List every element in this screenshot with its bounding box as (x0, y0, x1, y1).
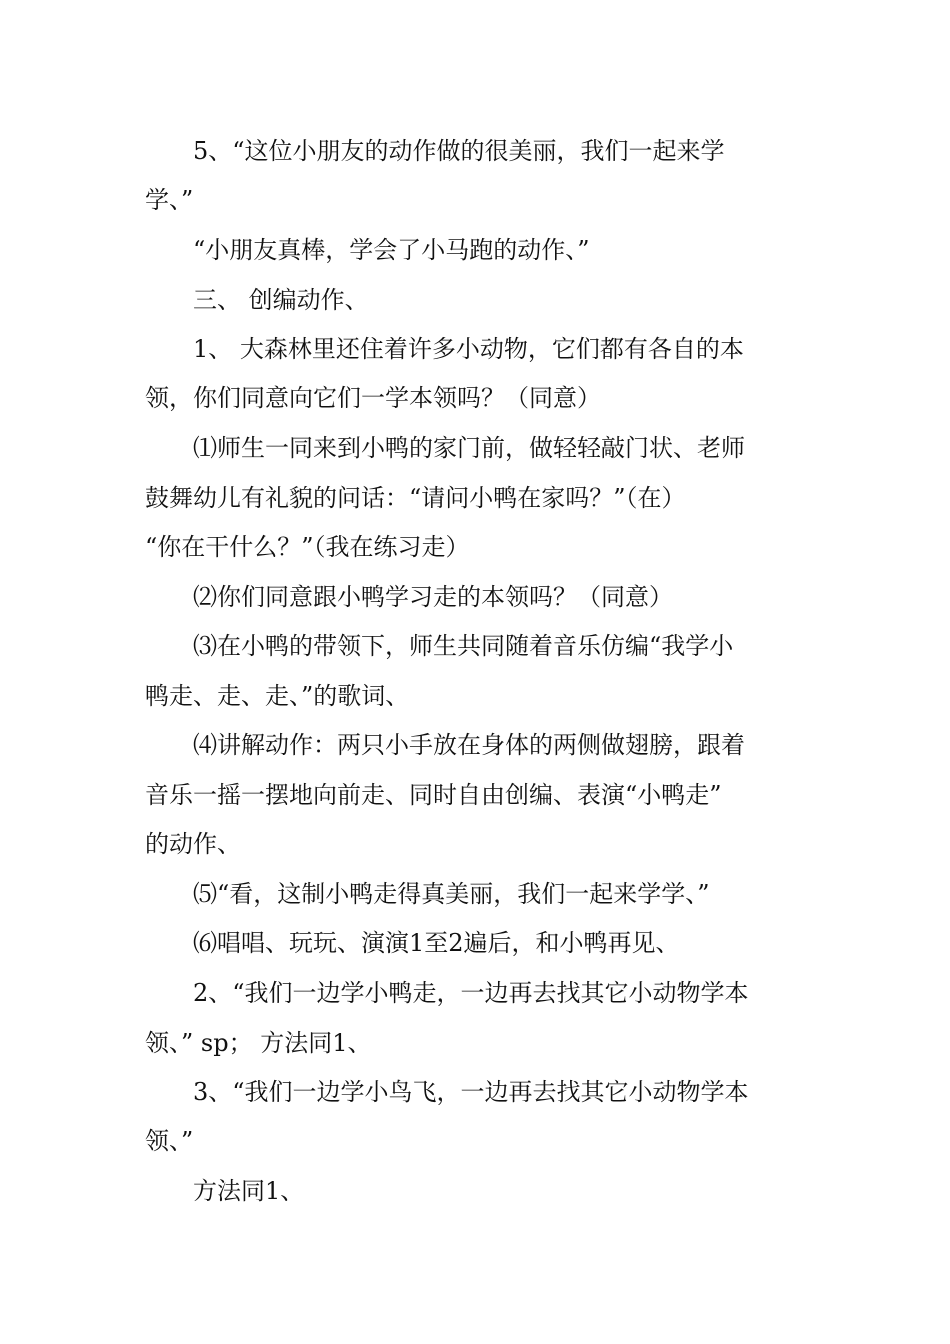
text-line: 5、“这位小朋友的动作做的很美丽，我们一起来学 (193, 137, 725, 165)
text-line: ⑷讲解动作：两只小手放在身体的两侧做翅膀，跟着 (193, 731, 745, 759)
text-line: ⑸“看，这制小鸭走得真美丽，我们一起来学学、” (193, 880, 710, 908)
text-line: 鼓舞幼儿有礼貌的问话：“请问小鸭在家吗？”（在） (145, 484, 686, 512)
text-line: 2、“我们一边学小鸭走，一边再去找其它小动物学本 (193, 979, 749, 1007)
text-line: 领、” (145, 1127, 194, 1155)
text-line: ⑴师生一同来到小鸭的家门前，做轻轻敲门状、老师 (193, 434, 745, 462)
text-line: 方法同1、 (193, 1177, 305, 1205)
text-line: ⑹唱唱、玩玩、演演1至2遍后，和小鸭再见、 (193, 929, 680, 957)
text-line: “小朋友真棒，学会了小马跑的动作、” (193, 236, 590, 264)
text-line: 学、” (145, 186, 194, 214)
section-heading: 三、 创编动作、 (193, 286, 369, 314)
text-line: 鸭走、走、走、”的歌词、 (145, 682, 410, 710)
text-line: 的动作、 (145, 830, 241, 858)
text-line: 领，你们同意向它们一学本领吗？（同意） (145, 384, 601, 412)
text-line: ⑵你们同意跟小鸭学习走的本领吗？（同意） (193, 583, 673, 611)
text-line: 1、 大森林里还住着许多小动物，它们都有各自的本 (193, 335, 744, 363)
text-line: 领、” sp； 方法同1、 (145, 1029, 372, 1057)
text-line: 3、“我们一边学小鸟飞，一边再去找其它小动物学本 (193, 1078, 749, 1106)
text-line: “你在干什么？”（我在练习走） (145, 533, 470, 561)
text-line: ⑶在小鸭的带领下，师生共同随着音乐仿编“我学小 (193, 632, 734, 660)
text-line: 音乐一摇一摆地向前走、同时自由创编、表演“小鸭走” (145, 781, 722, 809)
